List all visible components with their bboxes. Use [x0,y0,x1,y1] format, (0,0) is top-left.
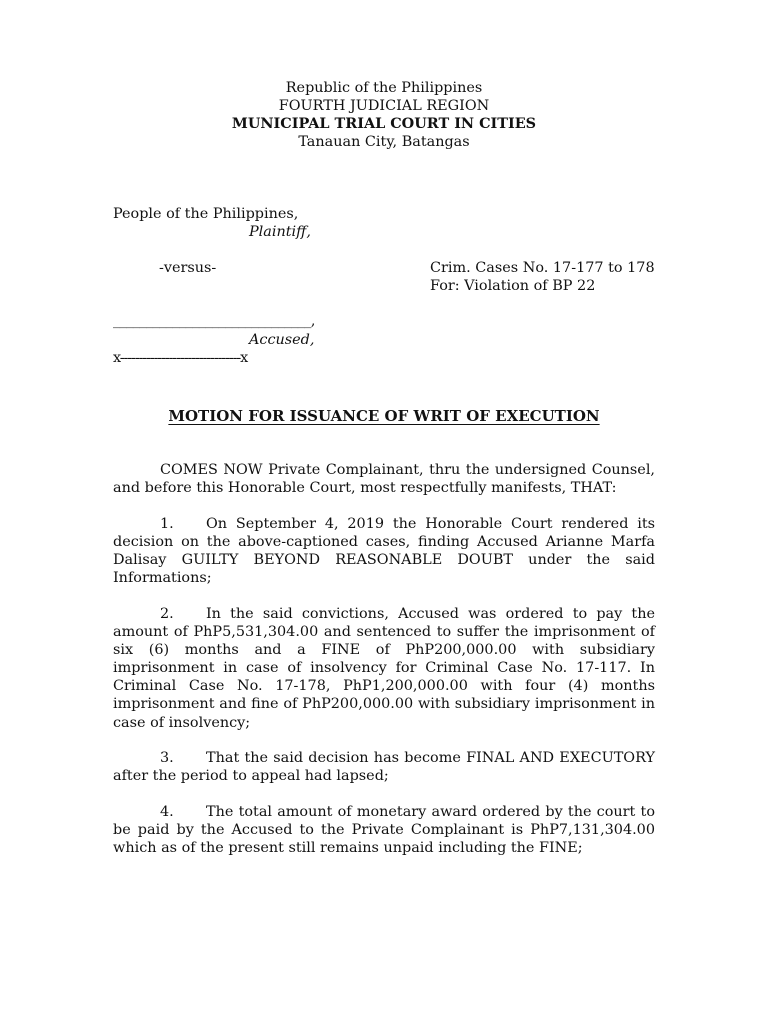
paragraph-number: 4. [160,804,174,820]
header-location: Tanauan City, Batangas [298,134,470,150]
paragraph-text: On September 4, 2019 the Honorable Court rendered its decision on the above-captioned cases, finding Accused Arianne Marfa Dalisay GUILTY BEYOND REASONABLE DOUBT under the said Informations; [113,516,655,587]
paragraph-4 [113,803,655,857]
paragraph-2 [113,605,655,732]
paragraph-number: 3. [160,750,174,766]
caption-separator: x--------------------------------x [113,350,248,366]
plaintiff-name: People of the Philippines, [113,206,299,222]
header-republic: Republic of the Philippines [285,80,483,96]
accused-role: Accused, [249,332,315,348]
case-violation: For: Violation of BP 22 [430,278,596,294]
paragraph-number: 2. [160,606,174,622]
header-region: FOURTH JUDICIAL REGION [278,98,490,114]
paragraph-1 [113,515,655,587]
case-number: Crim. Cases No. 17-177 to 178 [430,260,655,276]
intro-text: COMES NOW Private Complainant, thru the undersigned Counsel, and before this Honorable Court, most respectfully manifests, THAT: [113,462,655,497]
accused-blank-line: ______________________________, [113,313,315,329]
header-court: MUNICIPAL TRIAL COURT IN CITIES [231,115,537,132]
paragraph-3 [113,749,655,785]
plaintiff-role: Plaintiff, [249,224,311,240]
paragraph-text: In the said convictions, Accused was ordered to pay the amount of PhP5,531,304.00 and sentenced to suffer the imprisonment of six (6) months and a FINE of PhP200,000.00 with subsidiary imprisonment in case of insolvency for Criminal Case No. 17-117. In Criminal Case No. 17-178, PhP1,200,000.00 with four (4) months imprisonment and fine of PhP200,000.00 with subsidiary imprisonment in case of insolvency; [113,606,655,731]
paragraph-text: That the said decision has become FINAL AND EXECUTORY after the period to appeal had lapsed; [113,750,655,785]
paragraph-text: The total amount of monetary award ordered by the court to be paid by the Accused to the Private Complainant is PhP7,131,304.00 which as of the present still remains unpaid including the FINE; [113,804,655,857]
intro-paragraph [113,461,655,497]
document-title: MOTION FOR ISSUANCE OF WRIT OF EXECUTION [168,407,600,425]
versus-label: -versus- [159,260,217,276]
paragraph-number: 1. [160,516,174,532]
